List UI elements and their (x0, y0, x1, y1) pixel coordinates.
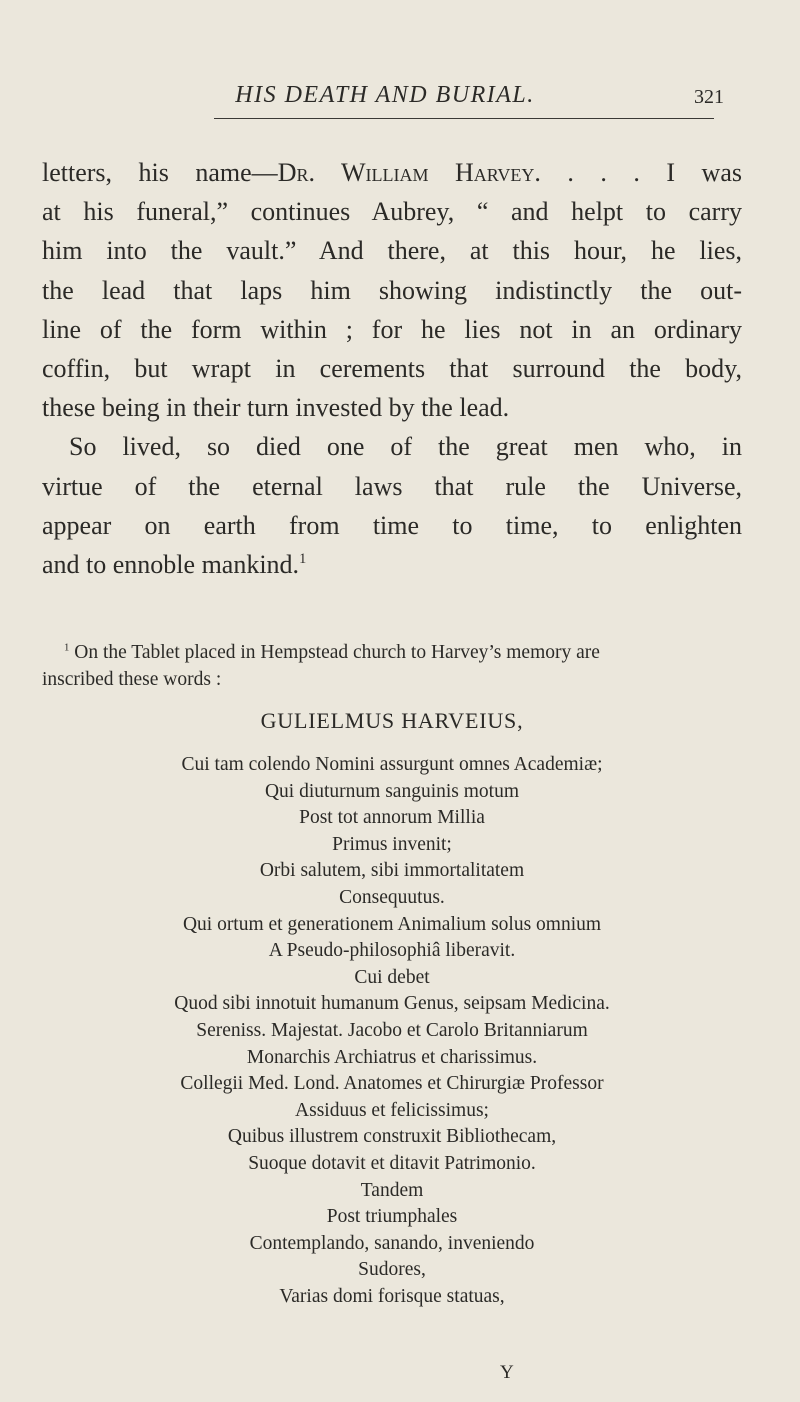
footnote (42, 639, 742, 693)
body-line-10: appear on earth from time to time, to enlighten (42, 510, 742, 540)
body-line-7: these being in their turn invested by the lead. (42, 393, 510, 423)
footnote-reference: 1 (299, 550, 307, 567)
body-line-3: him into the vault.” And there, at this hour, he lies, (42, 236, 742, 266)
main-text (42, 153, 742, 584)
body-line-6: coffin, but wrapt in cerements that surround the body, (42, 353, 742, 383)
inscription-line: Contemplando, sanando, inveniendo (249, 1232, 535, 1254)
inscription-line: Sereniss. Majestat. Jacobo et Carolo Britanniarum (196, 1019, 588, 1041)
footnote-marker: 1 (64, 641, 70, 654)
inscription-line: Qui ortum et generationem Animalium solus omnium (182, 913, 602, 935)
inscription-heading: GULIELMUS HARVEIUS, (260, 708, 524, 733)
body-line-2: at his funeral,” continues Aubrey, “ and helpt to carry (42, 197, 742, 227)
inscription-line: Consequutus. (339, 886, 445, 908)
inscription (42, 701, 742, 1310)
inscription-line: Post triumphales (326, 1206, 458, 1228)
inscription-line: Cui tam colendo Nomini assurgunt omnes Academiæ; (181, 754, 603, 775)
footnote-line-1: $^1$ On the Tablet placed in Hempstead church to Harvey’s memory are (64, 641, 600, 663)
header-rule (214, 118, 714, 119)
person-name: Dr. William Harvey (277, 158, 535, 187)
body-line-8: So lived, so died one of the great men who, in (69, 432, 742, 462)
inscription-line: Orbi salutem, sibi immortalitatem (259, 860, 525, 882)
inscription-line: A Pseudo-philosophiâ liberavit. (268, 940, 516, 962)
body-line-11: and to ennoble mankind.$^1$ (42, 549, 307, 579)
body-line-5: line of the form within ; for he lies not in an ordinary (42, 314, 742, 344)
inscription-line: Quibus illustrem construxit Bibliothecam, (227, 1126, 557, 1148)
inscription-line: Quod sibi innotuit humanum Genus, seipsam Medicina. (174, 993, 610, 1015)
inscription-line: Cui debet (354, 966, 430, 988)
body-line-9: virtue of the eternal laws that rule the Universe, (42, 471, 742, 501)
footnote-line-2: inscribed these words : (42, 669, 222, 690)
inscription-line: Primus invenit; (332, 833, 452, 855)
signature-mark: Y (500, 1362, 514, 1383)
running-title: HIS DEATH AND BURIAL. (235, 82, 535, 108)
page-number: 321 (694, 86, 724, 108)
body-line-1: letters, his name—Dr. William Harvey. . . . I was (42, 158, 742, 187)
inscription-line: Suoque dotavit et ditavit Patrimonio. (248, 1152, 536, 1174)
inscription-line: Post tot annorum Millia (299, 807, 485, 829)
inscription-line: Qui diuturnum sanguinis motum (264, 780, 520, 802)
body-line-4: the lead that laps him showing indistinctly the out- (42, 275, 742, 305)
inscription-line: Assiduus et felicissimus; (295, 1099, 489, 1121)
inscription-line: Monarchis Archiatrus et charissimus. (246, 1046, 538, 1068)
inscription-line: Sudores, (358, 1259, 426, 1281)
inscription-line: Collegii Med. Lond. Anatomes et Chirurgiæ Professor (180, 1073, 604, 1095)
inscription-line: Varias domi forisque statuas, (279, 1285, 505, 1307)
running-head (0, 82, 800, 122)
inscription-line: Tandem (360, 1179, 424, 1201)
